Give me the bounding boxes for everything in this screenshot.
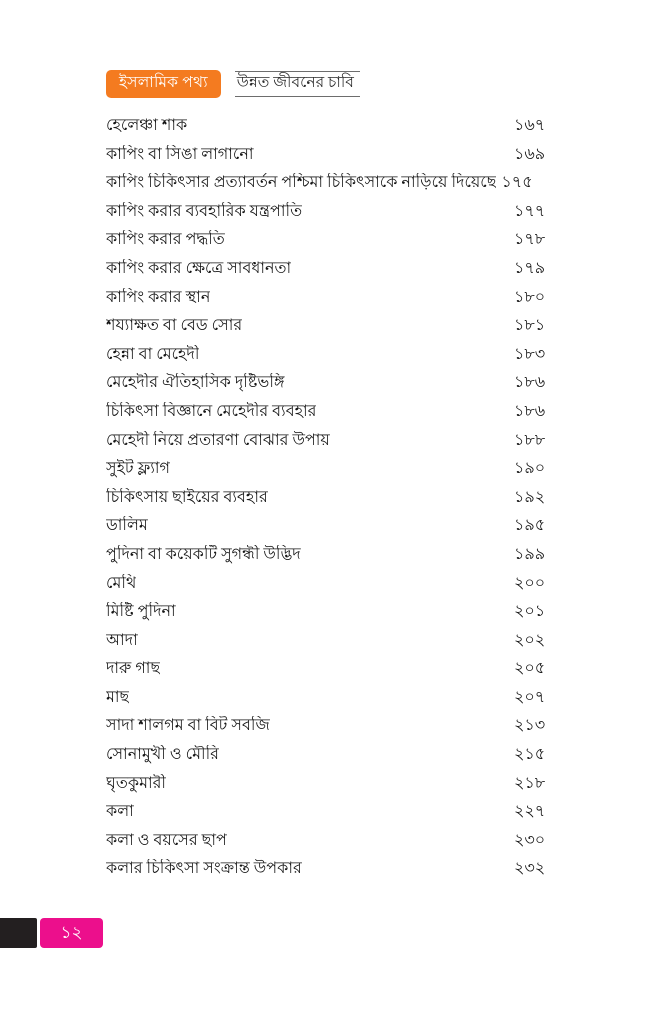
toc-entry-page-number: ১৮৩	[514, 345, 546, 363]
toc-row[interactable]	[106, 574, 558, 603]
toc-entry-title: মেহেদীর ঐতিহাসিক দৃষ্টিভঙ্গি	[106, 374, 285, 392]
toc-entry-page-number: ১৮১	[514, 317, 546, 335]
toc-row[interactable]	[106, 202, 558, 231]
toc-row[interactable]	[106, 230, 558, 259]
toc-entry-page-number: ১৮৬	[514, 402, 546, 420]
header-badge: ইসলামিক পথ্য	[106, 70, 221, 98]
toc-entry-page-number: ২০০	[514, 574, 546, 592]
toc-row[interactable]	[106, 373, 558, 402]
toc-entry-page-number: ১৭৭	[514, 202, 546, 220]
toc-entry-title: কাপিং করার পদ্ধতি	[106, 231, 225, 249]
folio-black-block	[0, 918, 37, 948]
toc-row[interactable]	[106, 345, 558, 374]
toc-entry-title: কলা ও বয়সের ছাপ	[106, 831, 227, 849]
toc-entry-title: মিষ্টি পুদিনা	[106, 603, 176, 621]
toc-row[interactable]	[106, 288, 558, 317]
folio-page-number: ১২	[40, 918, 103, 948]
running-header	[106, 70, 360, 98]
toc-entry-page-number: ২২৭	[514, 803, 546, 821]
toc-entry-title: সুইট ফ্ল্যাগ	[106, 460, 170, 478]
toc-entry-page-number: ১৮০	[514, 288, 546, 306]
toc-row[interactable]	[106, 402, 558, 431]
toc-entry-page-number: ২০২	[514, 631, 546, 649]
toc-row[interactable]	[106, 459, 558, 488]
toc-entry-title: কাপিং চিকিৎসার প্রত্যাবর্তন পশ্চিমা চিকিৎসাকে নাড়িয়ে দিয়েছে	[106, 174, 497, 192]
toc-entry-page-number: ১৯০	[514, 460, 546, 478]
toc-entry-page-number: ২৩০	[514, 831, 546, 849]
toc-entry-page-number: ১৮৮	[514, 431, 546, 449]
toc-entry-page-number: ২০৭	[514, 688, 546, 706]
toc-row[interactable]	[106, 145, 558, 174]
toc-entry-title: পুদিনা বা কয়েকটি সুগন্ধী উদ্ভিদ	[106, 545, 301, 563]
toc-row[interactable]	[106, 602, 558, 631]
toc-entry-page-number: ২১৩	[514, 717, 546, 735]
page-title: উন্নত জীবনের চাবি	[236, 74, 354, 92]
toc-row[interactable]	[106, 688, 558, 717]
toc-entry-title: কাপিং বা সিঙা লাগানো	[106, 145, 254, 163]
toc-row[interactable]	[106, 259, 558, 288]
table-of-contents	[106, 116, 558, 888]
toc-entry-page-number: ১৮৬	[514, 374, 546, 392]
toc-row[interactable]	[106, 173, 558, 202]
toc-row[interactable]	[106, 716, 558, 745]
toc-row[interactable]	[106, 745, 558, 774]
toc-row[interactable]	[106, 431, 558, 460]
toc-entry-title: কাপিং করার ক্ষেত্রে সাবধানতা	[106, 259, 292, 277]
toc-entry-title: মাছ	[106, 688, 130, 706]
toc-entry-title: ডালিম	[106, 517, 148, 535]
toc-entry-page-number: ২৩২	[514, 860, 546, 878]
toc-entry-page-number: ২১৫	[514, 746, 546, 764]
toc-entry-title: সোনামুখী ও মৌরি	[106, 746, 219, 764]
toc-row[interactable]	[106, 545, 558, 574]
toc-row[interactable]	[106, 116, 558, 145]
toc-entry-page-number: ১৭৫	[501, 174, 533, 192]
toc-entry-title: হেলেঞ্চা শাক	[106, 117, 188, 134]
toc-entry-title: কলার চিকিৎসা সংক্রান্ত উপকার	[106, 860, 302, 878]
toc-entry-page-number: ২০১	[514, 603, 546, 621]
header-title-rules	[235, 71, 360, 97]
toc-entry-title: কলা	[106, 803, 134, 821]
toc-entry-page-number: ১৬৭	[514, 117, 546, 134]
toc-row[interactable]	[106, 831, 558, 860]
toc-entry-title: আদা	[106, 631, 138, 649]
toc-entry-title: ঘৃতকুমারী	[106, 774, 166, 792]
toc-entry-page-number: ১৯৯	[514, 545, 546, 563]
toc-row[interactable]	[106, 316, 558, 345]
toc-entry-page-number: ২১৮	[514, 774, 546, 792]
toc-entry-page-number: ২০৫	[514, 660, 546, 678]
toc-entry-title: কাপিং করার ব্যবহারিক যন্ত্রপাতি	[106, 202, 303, 220]
toc-entry-title: সাদা শালগম বা বিট সবজি	[106, 717, 270, 735]
toc-entry-title: দারু গাছ	[106, 660, 161, 678]
toc-entry-title: মেহেদী নিয়ে প্রতারণা বোঝার উপায়	[106, 431, 330, 449]
toc-entry-title: হেন্না বা মেহেদী	[106, 345, 200, 363]
toc-row[interactable]	[106, 631, 558, 660]
toc-row[interactable]	[106, 802, 558, 831]
toc-entry-title: শয্যাক্ষত বা বেড সোর	[106, 317, 243, 335]
toc-entry-title: মেথি	[106, 574, 137, 592]
toc-entry-page-number: ১৯২	[514, 488, 546, 506]
toc-row[interactable]	[106, 774, 558, 803]
toc-row[interactable]	[106, 488, 558, 517]
toc-row[interactable]	[106, 516, 558, 545]
toc-entry-page-number: ১৬৯	[514, 145, 546, 163]
toc-entry-page-number: ১৭৯	[514, 259, 546, 277]
toc-entry-page-number: ১৭৮	[514, 231, 546, 249]
toc-entry-page-number: ১৯৫	[514, 517, 546, 535]
footer-folio	[0, 918, 103, 948]
toc-entry-title: চিকিৎসায় ছাইয়ের ব্যবহার	[106, 488, 268, 506]
toc-row[interactable]	[106, 859, 558, 888]
toc-entry-title: কাপিং করার স্থান	[106, 288, 211, 306]
toc-entry-title: চিকিৎসা বিজ্ঞানে মেহেদীর ব্যবহার	[106, 402, 317, 420]
toc-row[interactable]	[106, 659, 558, 688]
